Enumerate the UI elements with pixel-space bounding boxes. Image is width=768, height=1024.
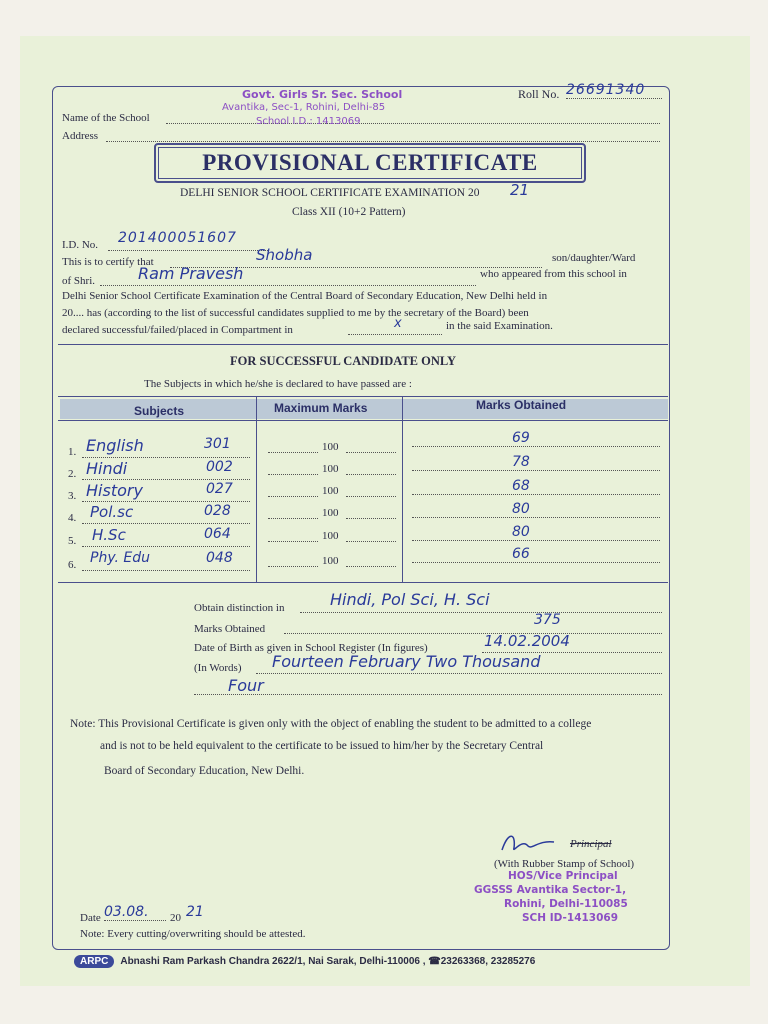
printer-footer [74,955,674,975]
id-value: 201400051607 [118,230,237,246]
certify-label: This is to certify that [62,256,154,268]
body-line3: Delhi Senior School Certificate Examination of the Central Board of Secondary Education, New Delhi held in [62,290,548,302]
subject-code: 048 [206,550,233,566]
subject-name: History [86,481,143,500]
words-value-line2: Four [228,676,264,695]
arpc-logo: ARPC [74,955,114,968]
marks-value: 375 [534,612,561,628]
compartment-value: x [394,316,402,331]
subjects-intro: The Subjects in which he/she is declared to have passed are : [144,378,412,390]
max-marks: 100 [322,530,339,542]
marks-obtained: 69 [512,430,530,446]
body-line4: 20.... has (according to the list of successful candidates supplied to me by the secretary of the Board) been [62,307,529,319]
distinction-value: Hindi, Pol Sci, H. Sci [330,590,490,609]
principal-label: Principal [570,838,612,850]
printer-phones: 23263368, 23285276 [440,956,536,967]
subject-code: 301 [204,436,231,452]
subject-code: 064 [204,526,231,542]
subject-name: Phy. Edu [90,550,151,566]
principal-signature-icon [498,828,558,858]
words-value-line1: Fourteen February Two Thousand [272,652,541,671]
max-marks: 100 [322,441,339,453]
subject-name: Hindi [86,459,128,478]
page-title: PROVISIONAL CERTIFICATE [202,150,538,175]
appeared-label: who appeared from this school in [480,268,627,280]
marks-obtained: 80 [512,524,530,540]
principal-stamp-line1: HOS/Vice Principal [508,870,618,882]
principal-stamp-line2: GGSSS Avantika Sector-1, [474,884,627,896]
principal-stamp-line4: SCH ID-1413069 [522,912,619,924]
subject-code: 027 [206,481,233,497]
date-label: Date [80,912,101,924]
max-marks: 100 [322,507,339,519]
shri-label: of Shri. [62,275,95,287]
subject-code: 028 [204,503,231,519]
body-line5a: declared successful/failed/placed in Compartment in [62,324,293,336]
school-stamp-line1: Govt. Girls Sr. Sec. School [242,88,403,101]
header-subjects: Subjects [134,404,185,418]
date-value: 03.08. [104,904,149,920]
dob-label: Date of Birth as given in School Register (In figures) [194,642,428,654]
date-year-prefix: 20 [170,912,181,924]
subject-name: H.Sc [92,526,126,544]
subject-name: English [86,436,144,455]
son-label: son/daughter/Ward [552,252,636,264]
marks-label: Marks Obtained [194,623,266,635]
marks-obtained: 78 [512,454,530,470]
dob-value: 14.02.2004 [484,632,570,650]
printer-address: Abnashi Ram Parkash Chandra 2622/1, Nai Sarak, Delhi-110006 , [120,956,426,967]
body-line5b: in the said Examination. [446,320,553,332]
max-marks: 100 [322,463,339,475]
title-box [154,143,586,183]
phone-icon: ☎ [428,956,441,967]
address-label: Address [62,130,99,142]
subject-name: Pol.sc [90,503,134,521]
marks-obtained: 68 [512,478,530,494]
roll-value: 26691340 [566,82,646,98]
roll-label: Roll No. [518,87,560,101]
header-marks-obtained: Marks Obtained [476,398,567,412]
exam-year: 21 [510,181,530,199]
words-label: (In Words) [194,662,242,674]
id-label: I.D. No. [62,239,99,251]
rubber-stamp-label: (With Rubber Stamp of School) [494,858,635,870]
successful-heading: FOR SUCCESSFUL CANDIDATE ONLY [230,354,457,368]
note-line3: Board of Secondary Education, New Delhi. [104,765,305,777]
marks-obtained: 66 [512,546,530,562]
marks-obtained: 80 [512,501,530,517]
date-year: 21 [186,904,204,920]
candidate-name: Shobha [256,246,313,264]
school-stamp-line3: School I.D.: 1413069 [256,116,361,127]
max-marks: 100 [322,555,339,567]
subject-code: 002 [206,459,233,475]
exam-line: DELHI SENIOR SCHOOL CERTIFICATE EXAMINATION 20 [180,187,480,199]
school-label: Name of the School [62,112,150,124]
max-marks: 100 [322,485,339,497]
note-line1: Note: This Provisional Certificate is given only with the object of enabling the student to be admitted to a college [70,718,592,730]
parent-name: Ram Pravesh [138,264,244,283]
school-stamp-line2: Avantika, Sec-1, Rohini, Delhi-85 [222,102,386,113]
note-line2: and is not to be held equivalent to the certificate to be issued to him/her by the Secretary Central [100,740,544,752]
note-attest: Note: Every cutting/overwriting should be attested. [80,928,306,940]
principal-stamp-line3: Rohini, Delhi-110085 [504,898,628,910]
class-line: Class XII (10+2 Pattern) [292,206,406,218]
header-maximum-marks: Maximum Marks [274,401,368,415]
distinction-label: Obtain distinction in [194,602,285,614]
